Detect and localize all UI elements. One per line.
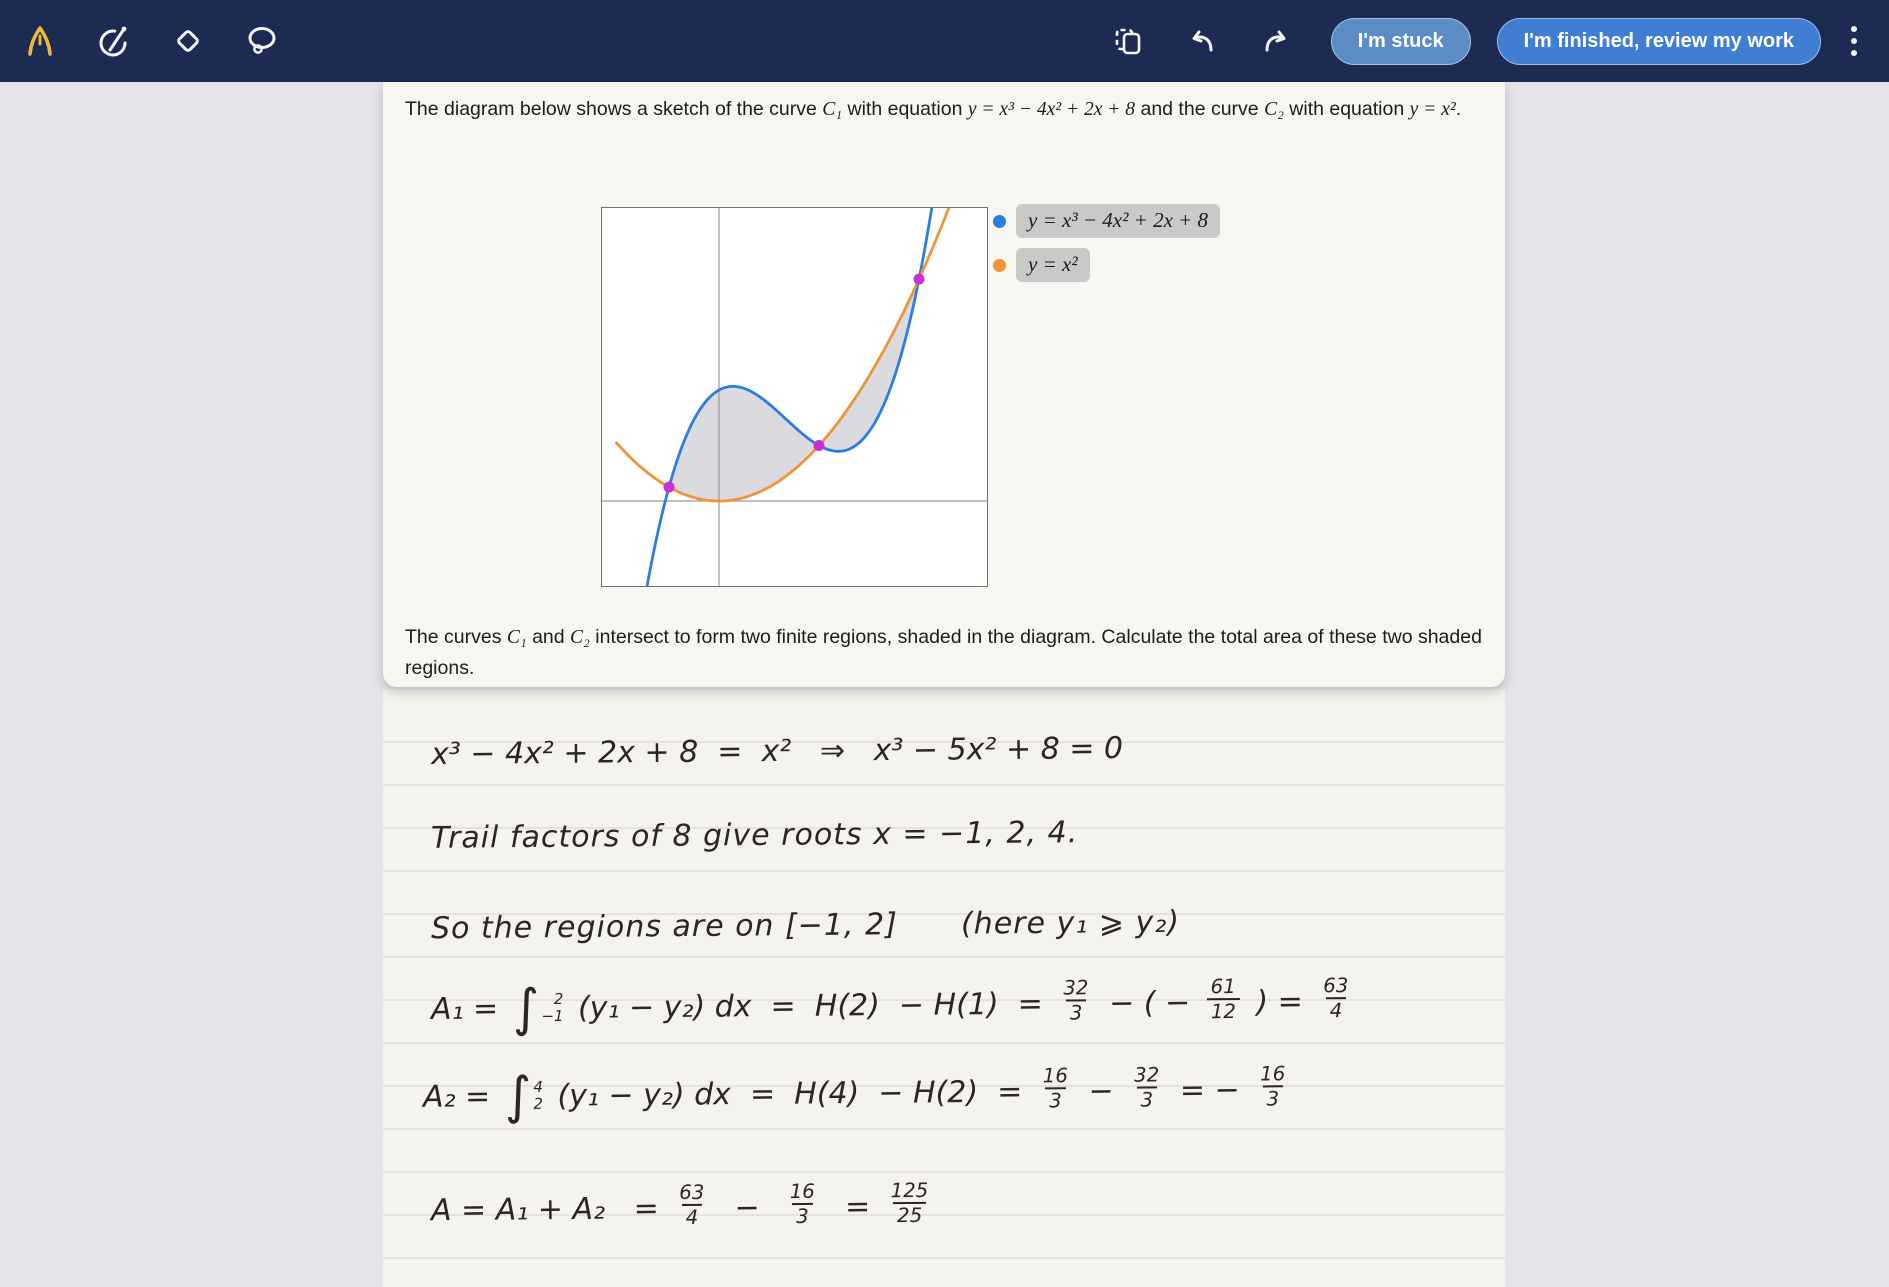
work-text: = bbox=[825, 1189, 880, 1225]
text-run: The diagram below shows a sketch of the curve bbox=[405, 98, 823, 120]
work-line bbox=[422, 1062, 1297, 1126]
fraction-numerator: 16 bbox=[1260, 1062, 1286, 1086]
lasso-icon bbox=[244, 23, 280, 59]
problem-card bbox=[383, 82, 1505, 687]
fraction-denominator: 3 bbox=[1066, 999, 1087, 1024]
work-line bbox=[430, 1178, 940, 1234]
toolbar bbox=[0, 0, 1889, 82]
legend-label: y = x² bbox=[1016, 248, 1090, 282]
undo-button[interactable] bbox=[1183, 22, 1221, 60]
kebab-dot bbox=[1851, 50, 1857, 56]
legend-dot-icon bbox=[993, 215, 1006, 228]
compass-tool-button[interactable] bbox=[94, 21, 134, 61]
duplicate-button[interactable] bbox=[1109, 22, 1147, 60]
fraction-numerator: 125 bbox=[890, 1178, 929, 1203]
work-text: − bbox=[715, 1189, 779, 1226]
fraction-denominator: 4 bbox=[1326, 997, 1347, 1022]
intersection-point bbox=[664, 482, 675, 493]
work-line bbox=[431, 815, 1078, 856]
text-run: intersect to form two finite regions, shaded in the diagram. Calculate the total area of these two shaded regions. bbox=[405, 626, 1482, 680]
fraction-numerator: 16 bbox=[789, 1179, 815, 1204]
duplicate-icon bbox=[1112, 25, 1144, 57]
text-run: with equation bbox=[842, 98, 968, 120]
redo-icon bbox=[1260, 25, 1292, 57]
curves-chart-svg bbox=[601, 207, 988, 587]
fraction-denominator: 25 bbox=[893, 1202, 926, 1227]
fraction-denominator: 3 bbox=[792, 1203, 813, 1228]
fraction bbox=[886, 1180, 932, 1227]
intersection-point bbox=[814, 440, 825, 451]
integral-sign: ∫ bbox=[504, 1066, 532, 1126]
math-inline: C₂ bbox=[1264, 99, 1284, 120]
fraction-numerator: 63 bbox=[1323, 974, 1349, 998]
fraction bbox=[1256, 1063, 1290, 1110]
text-run: . bbox=[1455, 98, 1462, 120]
problem-statement bbox=[405, 94, 1485, 125]
text-run: The curves bbox=[405, 626, 507, 648]
integral-limits bbox=[541, 991, 563, 1026]
work-text: (y₁ − y₂) dx = H(2) − H(1) = bbox=[568, 986, 1053, 1026]
fraction bbox=[675, 1182, 709, 1229]
lasso-tool-button[interactable] bbox=[242, 21, 282, 61]
undo-icon bbox=[1186, 25, 1218, 57]
eraser-tool-button[interactable] bbox=[168, 21, 208, 61]
text-run: with equation bbox=[1283, 98, 1410, 120]
eraser-diamond-icon bbox=[170, 23, 206, 59]
fraction-denominator: 3 bbox=[1136, 1086, 1157, 1111]
fraction-numerator: 61 bbox=[1210, 975, 1236, 999]
handwriting-canvas[interactable] bbox=[383, 690, 1505, 1287]
im-finished-button[interactable]: I'm finished, review my work bbox=[1497, 18, 1821, 65]
math-inline: C₁ bbox=[506, 627, 527, 648]
fraction bbox=[1319, 975, 1353, 1022]
work-line bbox=[431, 731, 1123, 772]
pen-nib-icon bbox=[22, 23, 58, 59]
fraction bbox=[1130, 1064, 1164, 1111]
fraction bbox=[1059, 977, 1093, 1024]
intersection-point bbox=[914, 274, 925, 285]
work-text: − bbox=[1078, 1073, 1124, 1109]
integral-limits bbox=[533, 1079, 543, 1114]
work-text: A₁ = bbox=[430, 991, 508, 1027]
fraction-denominator: 12 bbox=[1207, 998, 1240, 1023]
chart-legend bbox=[993, 204, 1220, 282]
work-text: ) = bbox=[1246, 984, 1313, 1020]
text-run: and bbox=[526, 626, 571, 648]
text-run: and the curve bbox=[1135, 98, 1265, 120]
legend-item bbox=[993, 248, 1220, 282]
math-inline: y = x² bbox=[1409, 99, 1456, 120]
shaded-region bbox=[669, 279, 919, 501]
math-inline: C₁ bbox=[822, 99, 843, 120]
fraction-numerator: 32 bbox=[1133, 1063, 1160, 1087]
work-line bbox=[431, 905, 1180, 947]
work-text: − ( − bbox=[1099, 985, 1200, 1021]
work-text: (y₁ − y₂) dx = H(4) − H(2) = bbox=[547, 1074, 1032, 1114]
work-text: = − bbox=[1170, 1072, 1250, 1109]
fraction-denominator: 3 bbox=[1263, 1085, 1284, 1110]
fraction-numerator: 63 bbox=[679, 1180, 705, 1205]
curves-graph bbox=[601, 207, 988, 587]
overflow-menu-button[interactable] bbox=[1845, 20, 1863, 62]
work-text: x³ − 4x² + 2x + 8 = x² ⇒ x³ − 5x² + 8 = 0 bbox=[430, 730, 1124, 773]
fraction-numerator: 32 bbox=[1063, 976, 1089, 1000]
fraction-denominator: 4 bbox=[682, 1204, 703, 1229]
math-inline: y = x³ − 4x² + 2x + 8 bbox=[967, 99, 1136, 120]
im-stuck-button[interactable]: I'm stuck bbox=[1331, 18, 1471, 65]
fraction-denominator: 3 bbox=[1045, 1087, 1066, 1112]
fraction bbox=[786, 1181, 820, 1228]
integral bbox=[504, 1066, 544, 1126]
integral-sign: ∫ bbox=[512, 978, 540, 1038]
legend-item bbox=[993, 204, 1220, 238]
upper-limit: 2 bbox=[553, 989, 564, 1008]
compass-icon bbox=[96, 23, 132, 59]
kebab-dot bbox=[1851, 38, 1857, 44]
pen-tool-button[interactable] bbox=[20, 21, 60, 61]
fraction-numerator: 16 bbox=[1042, 1064, 1068, 1088]
lower-limit: 2 bbox=[533, 1095, 544, 1114]
work-text: A = A₁ + A₂ = bbox=[430, 1190, 669, 1228]
fraction bbox=[1206, 976, 1240, 1023]
work-text: So the regions are on [−1, 2] (here y₁ ⩾ y₂) bbox=[430, 904, 1181, 947]
redo-button[interactable] bbox=[1257, 22, 1295, 60]
question-statement bbox=[405, 622, 1485, 683]
math-inline: C₂ bbox=[570, 627, 590, 648]
kebab-dot bbox=[1851, 26, 1857, 32]
fraction bbox=[1039, 1065, 1073, 1112]
lower-limit: −1 bbox=[541, 1007, 564, 1026]
legend-label: y = x³ − 4x² + 2x + 8 bbox=[1016, 204, 1220, 238]
work-text: Trail factors of 8 give roots x = −1, 2, 4. bbox=[430, 815, 1079, 856]
integral bbox=[512, 978, 564, 1038]
work-line bbox=[430, 974, 1360, 1038]
work-text: A₂ = bbox=[422, 1078, 500, 1115]
legend-dot-icon bbox=[993, 259, 1006, 272]
upper-limit: 4 bbox=[533, 1077, 543, 1096]
